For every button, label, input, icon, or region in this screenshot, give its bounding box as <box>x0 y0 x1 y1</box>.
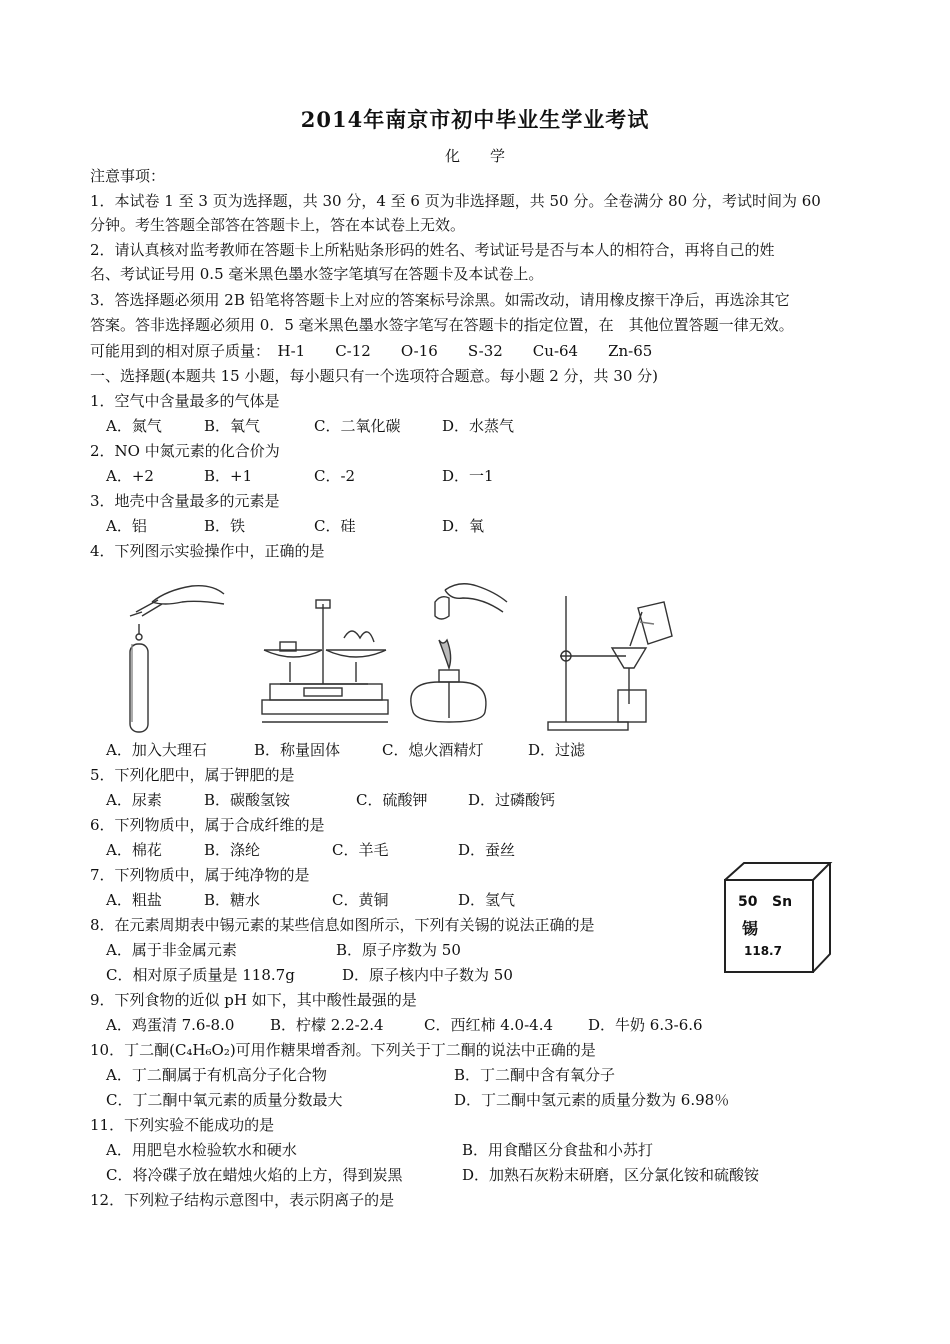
q8-option-d: D．原子核内中子数为 50 <box>342 966 513 984</box>
q5-option-b: B．碳酸氢铵 <box>204 791 291 809</box>
tin-atomic-mass: 118.7 <box>744 944 782 958</box>
question-2: 2．NO 中氮元素的化合价为 <box>90 442 280 460</box>
q2-option-c: C．-2 <box>314 467 356 485</box>
q3-option-d: D．氧 <box>442 517 485 535</box>
q1-option-c: C．二氧化碳 <box>314 417 401 435</box>
question-5: 5．下列化肥中，属于钾肥的是 <box>90 766 295 784</box>
q5-option-a: A．尿素 <box>106 791 162 809</box>
question-6: 6．下列物质中，属于合成纤维的是 <box>90 816 325 834</box>
figure-b-balance <box>260 572 390 737</box>
q3-option-c: C．硅 <box>314 517 356 535</box>
atomic-masses: 可能用到的相对原子质量： H-1 C-12 O-16 S-32 Cu-64 Zn-65 <box>90 342 653 360</box>
notes-heading: 注意事项： <box>90 167 166 185</box>
question-9: 9．下列食物的近似 pH 如下，其中酸性最强的是 <box>90 991 417 1009</box>
section-1-heading: 一、选择题(本题共 15 小题，每小题只有一个选项符合题意。每小题 2 分，共 30 分) <box>90 367 659 385</box>
question-11: 11．下列实验不能成功的是 <box>90 1116 275 1134</box>
q9-option-b: B．柠檬 2.2-2.4 <box>270 1016 384 1034</box>
figure-d-filtration <box>538 572 678 737</box>
q5-option-d: D．过磷酸钙 <box>468 791 556 809</box>
q1-option-d: D．水蒸气 <box>442 417 515 435</box>
q7-option-b: B．糖水 <box>204 891 261 909</box>
figure-c-alcohol-lamp <box>403 572 513 737</box>
q7-option-a: A．粗盐 <box>106 891 162 909</box>
q6-option-c: C．羊毛 <box>332 841 389 859</box>
q10-option-c: C．丁二酮中氧元素的质量分数最大 <box>106 1091 343 1109</box>
q2-option-a: A．+2 <box>106 467 154 485</box>
q11-option-b: B．用食醋区分食盐和小苏打 <box>462 1141 654 1159</box>
tin-element-card <box>722 860 834 976</box>
q8-option-b: B．原子序数为 50 <box>336 941 461 959</box>
q6-option-d: D．蚕丝 <box>458 841 516 859</box>
tin-symbol: Sn <box>772 894 793 910</box>
question-7: 7．下列物质中，属于纯净物的是 <box>90 866 310 884</box>
q7-option-d: D．氢气 <box>458 891 516 909</box>
q2-option-d: D．一1 <box>442 467 494 485</box>
q4-option-c: C．熄火酒精灯 <box>382 741 484 759</box>
note-2-line-1: 2．请认真核对监考教师在答题卡上所粘贴条形码的姓名、考试证号是否与本人的相符合，再将自己的姓 <box>90 241 775 259</box>
q4-option-d: D．过滤 <box>528 741 586 759</box>
q5-option-c: C．硫酸钾 <box>356 791 428 809</box>
q8-option-c: C．相对原子质量是 118.7g <box>106 966 295 984</box>
exam-title: 2014年南京市初中毕业生学业考试 <box>300 107 650 132</box>
q10-option-b: B．丁二酮中含有氧分子 <box>454 1066 616 1084</box>
q11-option-a: A．用肥皂水检验软水和硬水 <box>106 1141 297 1159</box>
q10-option-a: A．丁二酮属于有机高分子化合物 <box>106 1066 327 1084</box>
q3-option-a: A．铝 <box>106 517 147 535</box>
subject-label: 化学 <box>444 147 535 165</box>
tin-atomic-number: 50 <box>738 894 758 910</box>
q2-option-b: B．+1 <box>204 467 253 485</box>
question-8: 8．在元素周期表中锡元素的某些信息如图所示，下列有关锡的说法正确的是 <box>90 916 595 934</box>
note-3-line-1: 3．答选择题必须用 2B 铅笔将答题卡上对应的答案标号涂黑。如需改动，请用橡皮擦干净后，再选涂其它 <box>90 291 790 309</box>
q4-option-b: B．称量固体 <box>254 741 341 759</box>
q9-option-a: A．鸡蛋清 7.6-8.0 <box>106 1016 235 1034</box>
figure-a-adding-marble <box>112 572 230 737</box>
q9-option-d: D．牛奶 6.3-6.6 <box>588 1016 703 1034</box>
q6-option-a: A．棉花 <box>106 841 162 859</box>
q6-option-b: B．涤纶 <box>204 841 261 859</box>
note-1-line-1: 1．本试卷 1 至 3 页为选择题，共 30 分，4 至 6 页为非选择题，共 50 分。全卷满分 80 分，考试时间为 60 <box>90 192 821 210</box>
q7-option-c: C．黄铜 <box>332 891 389 909</box>
question-12: 12．下列粒子结构示意图中，表示阴离子的是 <box>90 1191 395 1209</box>
tin-card-cube <box>722 860 834 976</box>
q11-option-c: C．将冷碟子放在蜡烛火焰的上方，得到炭黑 <box>106 1166 403 1184</box>
q10-option-d: D．丁二酮中氢元素的质量分数为 6.98％ <box>454 1091 730 1109</box>
q1-option-a: A．氮气 <box>106 417 162 435</box>
q8-option-a: A．属于非金属元素 <box>106 941 237 959</box>
question-1: 1．空气中含量最多的气体是 <box>90 392 280 410</box>
note-3-line-2: 答案。答非选择题必须用 0．5 毫米黑色墨水签字笔写在答题卡的指定位置，在 其他位置答题一律无效。 <box>90 316 794 334</box>
question-3: 3．地壳中含量最多的元素是 <box>90 492 280 510</box>
lab-operation-figures <box>98 572 678 737</box>
note-1-line-2: 分钟。考生答题全部答在答题卡上，答在本试卷上无效。 <box>90 216 466 234</box>
question-4: 4．下列图示实验操作中，正确的是 <box>90 542 325 560</box>
tin-name: 锡 <box>742 919 759 938</box>
note-2-line-2: 名、考试证号用 0.5 毫米黑色墨水签字笔填写在答题卡及本试卷上。 <box>90 265 544 283</box>
question-10: 10．丁二酮(C₄H₆O₂)可用作糖果增香剂。下列关于丁二酮的说法中正确的是 <box>90 1041 596 1059</box>
q1-option-b: B．氧气 <box>204 417 261 435</box>
q3-option-b: B．铁 <box>204 517 246 535</box>
q9-option-c: C．西红柿 4.0-4.4 <box>424 1016 554 1034</box>
q11-option-d: D．加熟石灰粉末研磨，区分氯化铵和硫酸铵 <box>462 1166 760 1184</box>
q4-option-a: A．加入大理石 <box>106 741 207 759</box>
